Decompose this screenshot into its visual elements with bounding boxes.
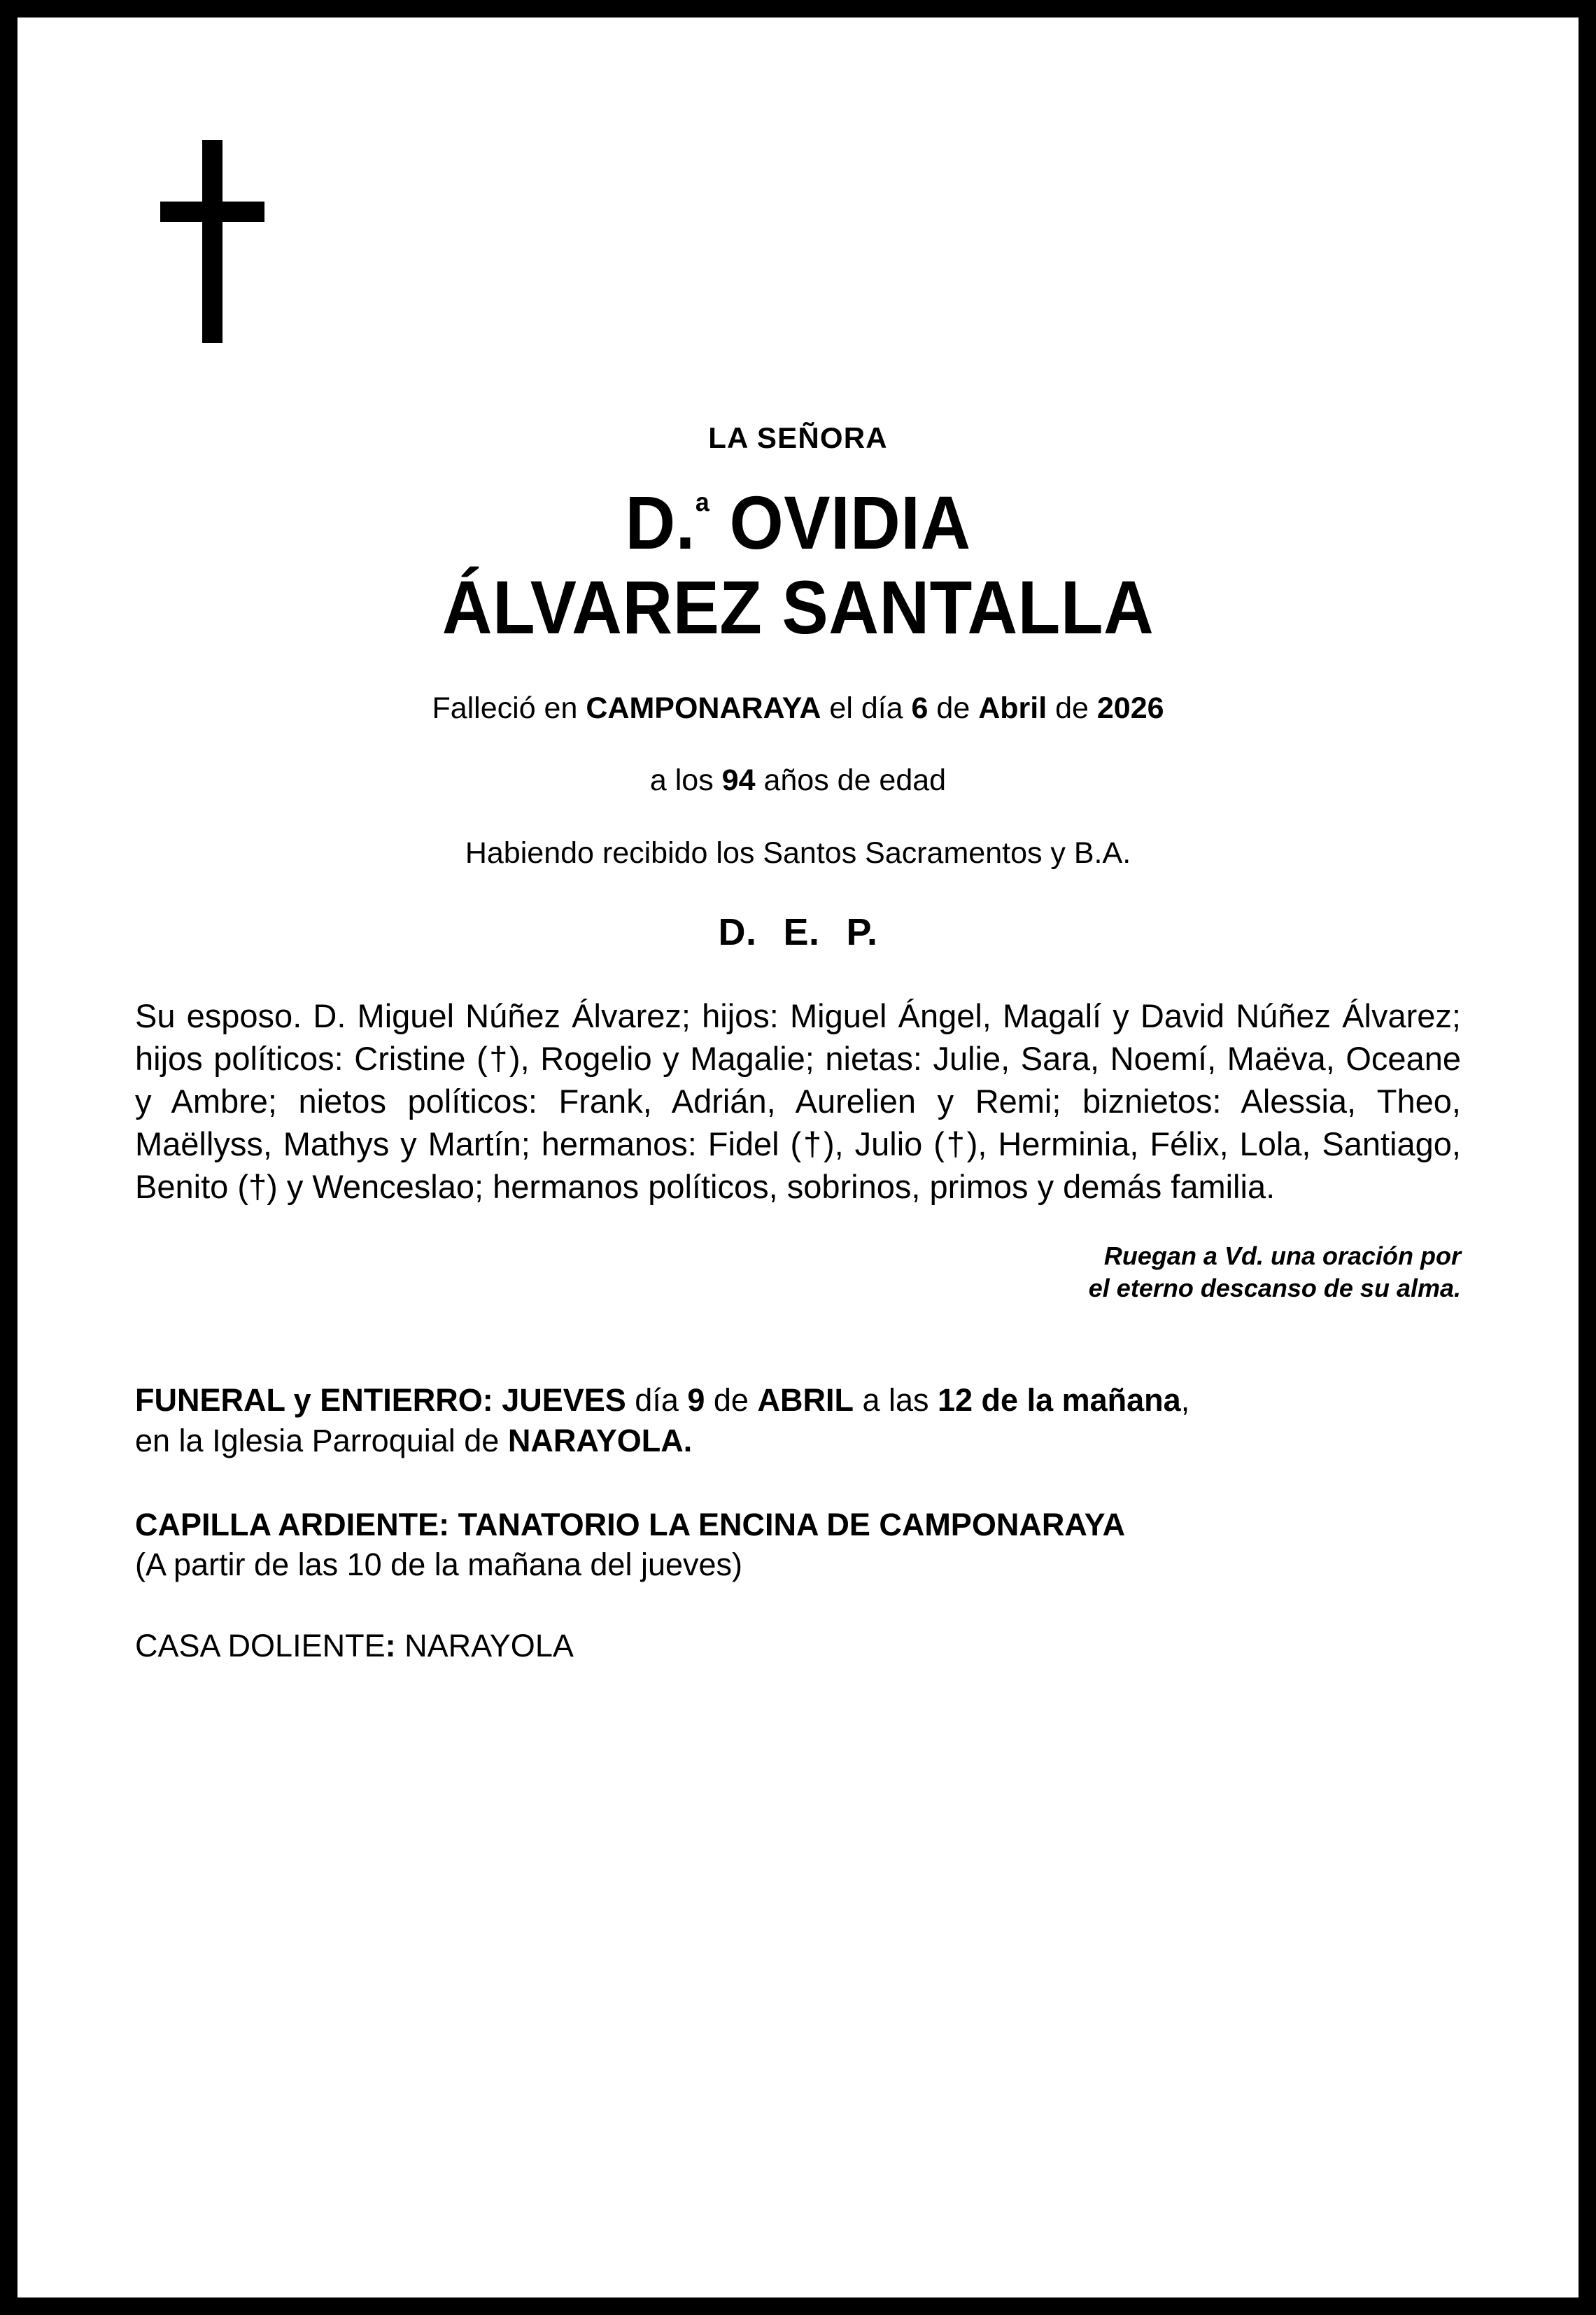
death-of-1: de [928, 691, 979, 725]
death-date-line [135, 692, 1461, 725]
chapel-line-1 [135, 1505, 1461, 1545]
dep-line [135, 910, 1461, 954]
age-suffix: años de edad [755, 764, 947, 798]
funeral-of: de [705, 1382, 758, 1419]
dep-p: P. [846, 910, 878, 953]
chapel-colon: : [439, 1506, 450, 1542]
funeral-weekday: JUEVES [493, 1382, 626, 1419]
deceased-name [188, 481, 1408, 650]
honorific-label: LA SEÑORA [708, 421, 888, 454]
surviving-family-paragraph: Su esposo. D. Miguel Núñez Álvarez; hijos: Miguel Ángel, Magalí y David Núñez Álvarez; hijos políticos: Cristine (†), Rogelio y Magalie; nietas: Julie, Sara, Noemí, Maëva, Oceane y Ambre; nietos políticos: Frank, Adrián, Aurelien y Remi; biznietos: Alessia, Theo, Maëllyss, Mathys y Martín; hermanos: Fidel (†), Julio (†), Herminia, Félix, Lola, Santiago, Benito (†) y Wenceslao; hermanos políticos, sobrinos, primos y demás familia. [135, 997, 1461, 1206]
funeral-day: 9 [687, 1382, 705, 1419]
house-value: NARAYOLA [395, 1627, 574, 1663]
funeral-location-prefix: en la Iglesia Parroquial de [135, 1423, 508, 1459]
funeral-label: FUNERAL y ENTIERRO: [135, 1382, 493, 1419]
dep-d: D. [718, 910, 757, 953]
name-line-2: ÁLVAREZ SANTALLA [442, 564, 1154, 649]
sacraments-line: Habiendo recibido los Santos Sacramentos y B.A. [465, 836, 1131, 870]
funeral-day-word: día [626, 1382, 688, 1419]
name-line-1 [625, 480, 970, 565]
house-colon: : [385, 1627, 396, 1663]
funeral-time-prefix: a las [853, 1382, 938, 1419]
age-prefix: a los [649, 764, 722, 798]
prayer-request [135, 1240, 1461, 1304]
chapel-value: TANATORIO LA ENCINA DE CAMPONARAYA [449, 1506, 1126, 1542]
age-line [135, 764, 1461, 797]
funeral-line-1 [135, 1380, 1461, 1421]
died-prefix: Falleció en [432, 691, 586, 725]
age-value: 94 [721, 764, 756, 798]
funeral-month: ABRIL [757, 1382, 854, 1419]
prayer-line-1: Ruegan a Vd. una oración por [1103, 1241, 1461, 1271]
funeral-comma: , [1180, 1382, 1190, 1419]
funeral-details-block [135, 1380, 1461, 1461]
funeral-time: 12 de la mañana [938, 1382, 1181, 1419]
death-day: 6 [911, 691, 928, 725]
mourning-house-block [135, 1626, 1461, 1666]
funeral-location: NARAYOLA [507, 1423, 684, 1459]
died-mid: el día [821, 691, 912, 725]
death-year: 2026 [1096, 691, 1164, 725]
dep-e: E. [783, 910, 820, 953]
death-of-2: de [1047, 691, 1097, 725]
house-label: CASA DOLIENTE [135, 1627, 386, 1663]
name-first: OVIDIA [709, 480, 971, 565]
notice-inner [17, 17, 1579, 2298]
chapel-label: CAPILLA ARDIENTE [135, 1506, 439, 1542]
death-month: Abril [978, 691, 1047, 725]
chapel-hours: (A partir de las 10 de la mañana del jueves) [135, 1547, 743, 1583]
funeral-line-2 [135, 1421, 1461, 1461]
funeral-period: . [683, 1423, 693, 1459]
notice-content [135, 17, 1461, 1666]
prayer-line-2: el eterno descanso de su alma. [1088, 1274, 1461, 1303]
house-line [135, 1626, 1461, 1666]
name-superscript-ordinal: ª [695, 488, 710, 535]
death-place: CAMPONARAYA [586, 691, 821, 725]
name-prefix: D. [625, 480, 695, 565]
chapel-details-block [135, 1505, 1461, 1585]
